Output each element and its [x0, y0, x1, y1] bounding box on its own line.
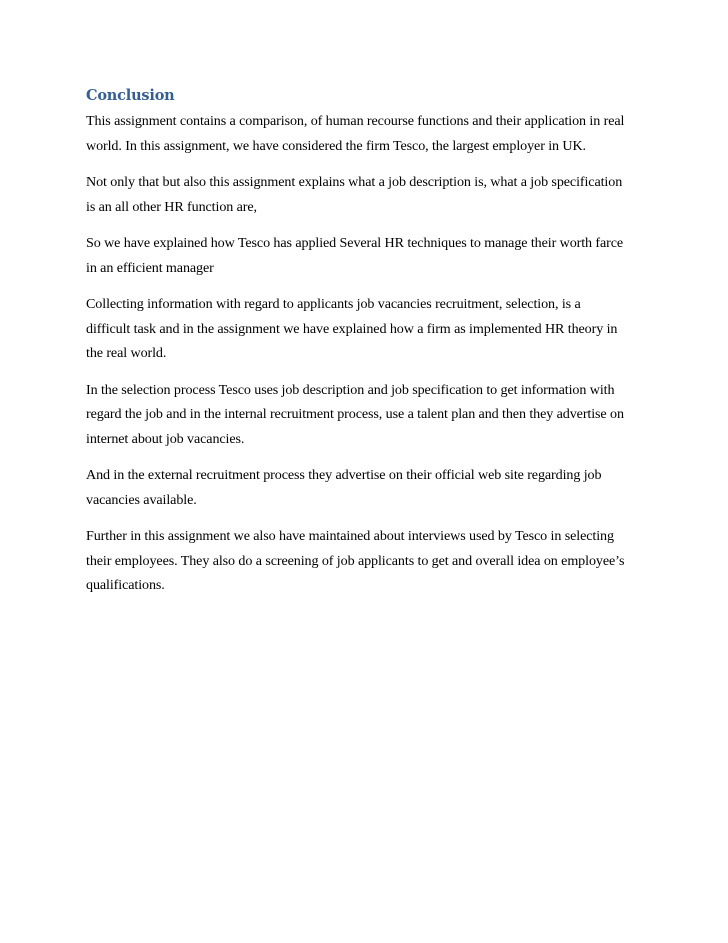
text-line: And in the external recruitment process they advertise on their official web site regarding job	[86, 467, 602, 483]
text-line: difficult task and in the assignment we have explained how a firm as implemented HR theory in	[86, 320, 618, 337]
text-line: Not only that but also this assignment explains what a job description is, what a job specification	[86, 174, 623, 190]
paragraph-1	[86, 109, 646, 158]
paragraph-5	[86, 378, 646, 452]
paragraph-7	[86, 524, 646, 598]
section-heading: Conclusion	[86, 87, 175, 104]
paragraph-4	[86, 292, 646, 366]
text-line: the real world.	[86, 345, 167, 361]
text-line: This assignment contains a comparison, of human recourse functions and their application in real	[86, 113, 625, 129]
text-line: vacancies available.	[86, 491, 197, 508]
paragraph-6	[86, 463, 646, 512]
text-line: qualifications.	[86, 577, 165, 593]
document-body	[86, 86, 646, 610]
text-line: internet about job vacancies.	[86, 430, 245, 447]
text-line: is an all other HR function are,	[86, 198, 257, 215]
paragraph-2	[86, 170, 646, 219]
text-line: their employees. They also do a screening of job applicants to get and overall idea on employee’s	[86, 552, 625, 569]
text-line: Further in this assignment we also have maintained about interviews used by Tesco in selecting	[86, 528, 614, 544]
text-line: So we have explained how Tesco has applied Several HR techniques to manage their worth farce	[86, 235, 624, 251]
paragraph-3	[86, 231, 646, 280]
text-line: world. In this assignment, we have considered the firm Tesco, the largest employer in UK.	[86, 137, 586, 154]
text-line: in an efficient manager	[86, 259, 214, 276]
text-line: In the selection process Tesco uses job description and job specification to get information with	[86, 381, 615, 398]
text-line: regard the job and in the internal recruitment process, use a talent plan and then they advertise on	[86, 406, 624, 422]
text-line: Collecting information with regard to applicants job vacancies recruitment, selection, is a	[86, 296, 581, 312]
